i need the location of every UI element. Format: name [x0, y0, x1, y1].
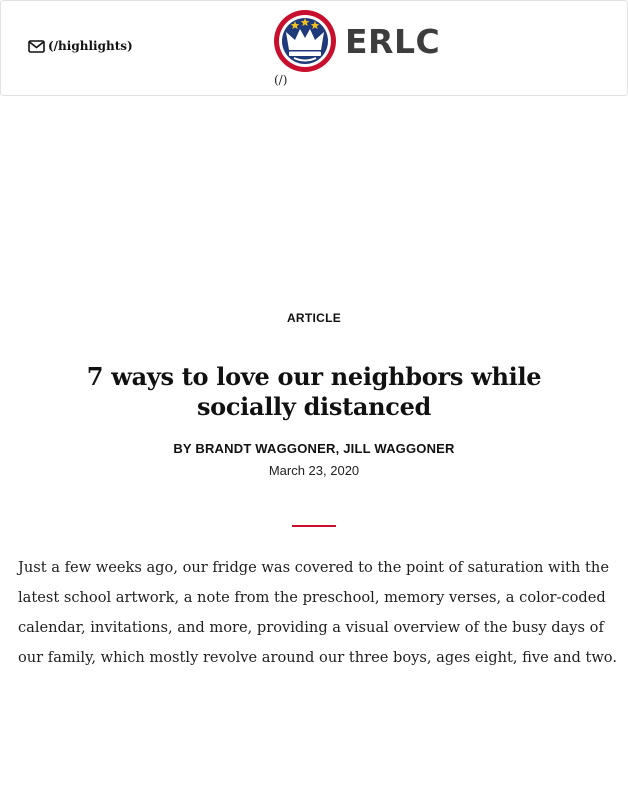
- envelope-icon: [28, 40, 45, 53]
- home-link[interactable]: (/): [274, 73, 288, 87]
- site-header: [0, 0, 628, 96]
- article-body-paragraph: Just a few weeks ago, our fridge was covered to the point of saturation with the latest school artwork, a note from the preschool, memory verses, a color-coded calendar, invitations, and more, providing a visual overview of the busy days of our family, which mostly revolve around our three boys, ages eight, five and two.: [18, 559, 617, 666]
- article-title: 7 ways to love our neighbors while socially distanced: [86, 362, 542, 421]
- article-date: March 23, 2020: [268, 463, 360, 478]
- title-divider: [292, 525, 336, 527]
- highlights-link-label: (/highlights): [48, 39, 133, 53]
- article-byline: BY BRANDT WAGGONER, JILL WAGGONER: [173, 441, 455, 456]
- crown-logo-icon: [273, 9, 337, 73]
- article-eyebrow: ARTICLE: [286, 311, 342, 325]
- logo-text: ERLC: [345, 21, 441, 61]
- erlc-logo[interactable]: [273, 9, 440, 73]
- highlights-link[interactable]: [28, 39, 133, 53]
